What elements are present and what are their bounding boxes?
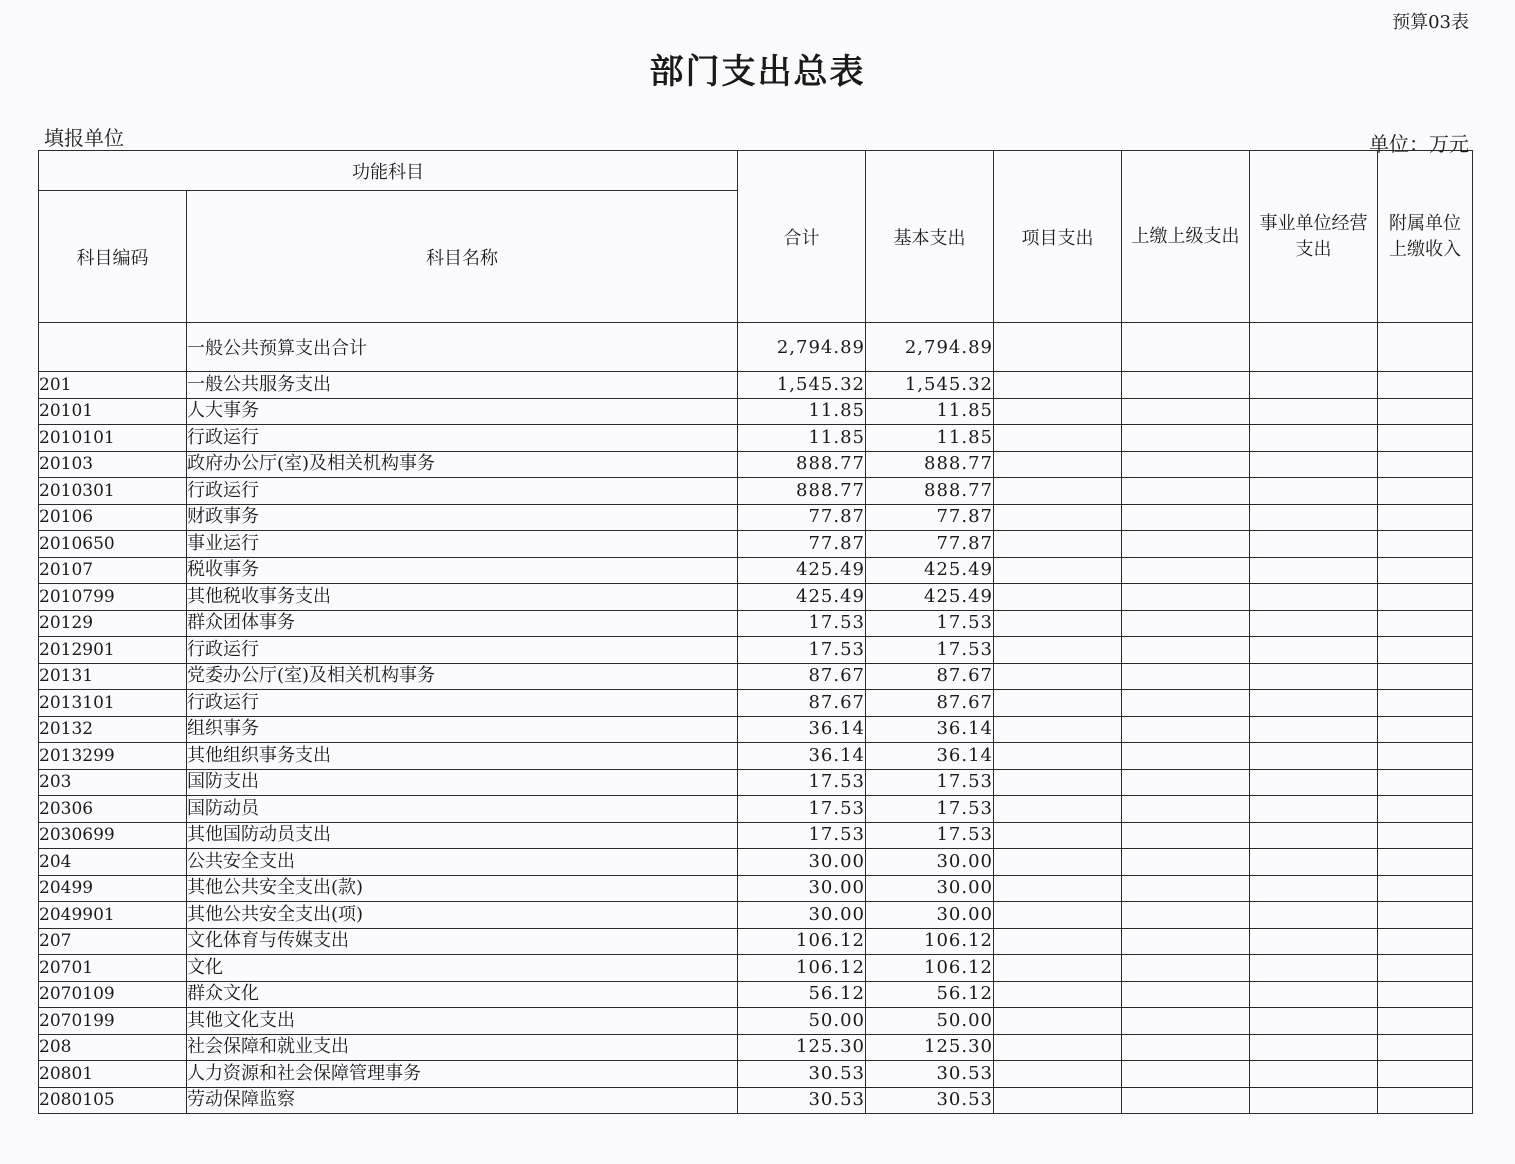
subject-name-cell: 其他公共安全支出(款): [187, 875, 738, 902]
total-upper-cell: [1122, 323, 1250, 372]
table-row: [39, 584, 1473, 611]
table-row: [39, 1061, 1473, 1088]
upper-level-payment-cell: [1122, 955, 1250, 982]
affiliated-income-cell: [1378, 875, 1473, 902]
table-row: [39, 610, 1473, 637]
subject-code-cell: 20103: [39, 451, 187, 478]
project-expenditure-cell: [994, 531, 1122, 558]
subject-name-cell: 国防支出: [187, 769, 738, 796]
business-operation-cell: [1250, 769, 1378, 796]
basic-expenditure-cell: 30.00: [866, 902, 994, 929]
table-row: [39, 902, 1473, 929]
subject-name-cell: 党委办公厅(室)及相关机构事务: [187, 663, 738, 690]
total-row: [39, 323, 1473, 372]
table-row: [39, 690, 1473, 717]
business-operation-cell: [1250, 637, 1378, 664]
upper-level-payment-cell: [1122, 822, 1250, 849]
affiliated-income-cell: [1378, 849, 1473, 876]
subject-code-cell: 207: [39, 928, 187, 955]
affiliated-income-cell: [1378, 610, 1473, 637]
affiliated-income-cell: [1378, 743, 1473, 770]
total-cell: 30.53: [738, 1087, 866, 1114]
project-expenditure-cell: [994, 478, 1122, 505]
basic-expenditure-cell: 888.77: [866, 478, 994, 505]
business-operation-cell: [1250, 663, 1378, 690]
upper-level-payment-cell: [1122, 716, 1250, 743]
table-row: [39, 663, 1473, 690]
project-expenditure-cell: [994, 875, 1122, 902]
basic-expenditure-cell: 425.49: [866, 557, 994, 584]
table-row: [39, 716, 1473, 743]
subject-name-cell: 劳动保障监察: [187, 1087, 738, 1114]
upper-level-payment-cell: [1122, 769, 1250, 796]
upper-level-payment-cell: [1122, 981, 1250, 1008]
business-operation-cell: [1250, 1087, 1378, 1114]
upper-level-payment-cell: [1122, 1034, 1250, 1061]
table-row: [39, 372, 1473, 399]
total-cell: 77.87: [738, 531, 866, 558]
upper-level-payment-cell: [1122, 1061, 1250, 1088]
total-cell: 888.77: [738, 478, 866, 505]
project-expenditure-cell: [994, 928, 1122, 955]
business-operation-cell: [1250, 822, 1378, 849]
total-cell: 56.12: [738, 981, 866, 1008]
affiliated-income-cell: [1378, 1087, 1473, 1114]
subject-code-cell: 201: [39, 372, 187, 399]
table-row: [39, 1087, 1473, 1114]
basic-expenditure-cell: 11.85: [866, 425, 994, 452]
table-row: [39, 637, 1473, 664]
affiliated-income-cell: [1378, 690, 1473, 717]
subject-name-cell: 其他国防动员支出: [187, 822, 738, 849]
basic-expenditure-cell: 77.87: [866, 504, 994, 531]
total-cell: 17.53: [738, 822, 866, 849]
total-amount-cell: 2,794.89: [738, 323, 866, 372]
subject-code-cell: 203: [39, 769, 187, 796]
table-row: [39, 504, 1473, 531]
basic-expenditure-cell: 30.00: [866, 849, 994, 876]
business-operation-cell: [1250, 451, 1378, 478]
total-cell: 36.14: [738, 743, 866, 770]
header-subject-code: 科目编码: [39, 191, 187, 323]
affiliated-income-cell: [1378, 398, 1473, 425]
subject-name-cell: 一般公共服务支出: [187, 372, 738, 399]
total-cell: 106.12: [738, 928, 866, 955]
subject-name-cell: 财政事务: [187, 504, 738, 531]
subject-code-cell: 20306: [39, 796, 187, 823]
subject-code-cell: 20131: [39, 663, 187, 690]
total-cell: 17.53: [738, 610, 866, 637]
basic-expenditure-cell: 87.67: [866, 690, 994, 717]
subject-code-cell: 2070109: [39, 981, 187, 1008]
subject-code-cell: 20701: [39, 955, 187, 982]
subject-name-cell: 群众文化: [187, 981, 738, 1008]
upper-level-payment-cell: [1122, 451, 1250, 478]
basic-expenditure-cell: 36.14: [866, 743, 994, 770]
subject-name-cell: 行政运行: [187, 690, 738, 717]
subject-code-cell: 20132: [39, 716, 187, 743]
upper-level-payment-cell: [1122, 875, 1250, 902]
project-expenditure-cell: [994, 504, 1122, 531]
subject-code-cell: 2010101: [39, 425, 187, 452]
upper-level-payment-cell: [1122, 504, 1250, 531]
basic-expenditure-cell: 17.53: [866, 610, 994, 637]
header-function-subject: 功能科目: [39, 151, 738, 191]
business-operation-cell: [1250, 849, 1378, 876]
header-upper-level-payment: 上缴上级支出: [1122, 151, 1250, 323]
header-basic-expenditure: 基本支出: [866, 151, 994, 323]
total-cell: 17.53: [738, 637, 866, 664]
project-expenditure-cell: [994, 1034, 1122, 1061]
upper-level-payment-cell: [1122, 372, 1250, 399]
business-operation-cell: [1250, 1034, 1378, 1061]
basic-expenditure-cell: 30.00: [866, 875, 994, 902]
project-expenditure-cell: [994, 716, 1122, 743]
subject-code-cell: 20106: [39, 504, 187, 531]
business-operation-cell: [1250, 398, 1378, 425]
subject-code-cell: 204: [39, 849, 187, 876]
project-expenditure-cell: [994, 796, 1122, 823]
affiliated-income-cell: [1378, 981, 1473, 1008]
basic-expenditure-cell: 17.53: [866, 637, 994, 664]
subject-name-cell: 行政运行: [187, 425, 738, 452]
total-cell: 425.49: [738, 584, 866, 611]
total-cell: 11.85: [738, 398, 866, 425]
upper-level-payment-cell: [1122, 928, 1250, 955]
total-cell: 125.30: [738, 1034, 866, 1061]
basic-expenditure-cell: 17.53: [866, 796, 994, 823]
table-row: [39, 796, 1473, 823]
affiliated-income-cell: [1378, 1034, 1473, 1061]
subject-name-cell: 人力资源和社会保障管理事务: [187, 1061, 738, 1088]
table-row: [39, 398, 1473, 425]
affiliated-income-cell: [1378, 478, 1473, 505]
subject-code-cell: 208: [39, 1034, 187, 1061]
subject-code-cell: 20129: [39, 610, 187, 637]
upper-level-payment-cell: [1122, 849, 1250, 876]
upper-level-payment-cell: [1122, 743, 1250, 770]
currency-unit-label: 单位：万元: [1369, 132, 1469, 156]
upper-level-payment-cell: [1122, 610, 1250, 637]
subject-code-cell: 2010301: [39, 478, 187, 505]
business-operation-cell: [1250, 716, 1378, 743]
header-affiliated-income: 附属单位上缴收入: [1378, 151, 1473, 323]
subject-code-cell: 2013101: [39, 690, 187, 717]
affiliated-income-cell: [1378, 531, 1473, 558]
business-operation-cell: [1250, 875, 1378, 902]
affiliated-income-cell: [1378, 716, 1473, 743]
total-cell: 36.14: [738, 716, 866, 743]
upper-level-payment-cell: [1122, 902, 1250, 929]
business-operation-cell: [1250, 372, 1378, 399]
business-operation-cell: [1250, 425, 1378, 452]
total-cell: 77.87: [738, 504, 866, 531]
expenditure-table: [38, 150, 1473, 1114]
business-operation-cell: [1250, 928, 1378, 955]
subject-code-cell: 20107: [39, 557, 187, 584]
business-operation-cell: [1250, 743, 1378, 770]
project-expenditure-cell: [994, 981, 1122, 1008]
affiliated-income-cell: [1378, 822, 1473, 849]
project-expenditure-cell: [994, 743, 1122, 770]
affiliated-income-cell: [1378, 928, 1473, 955]
subject-name-cell: 文化: [187, 955, 738, 982]
basic-expenditure-cell: 425.49: [866, 584, 994, 611]
project-expenditure-cell: [994, 372, 1122, 399]
subject-code-cell: 2049901: [39, 902, 187, 929]
table-row: [39, 822, 1473, 849]
basic-expenditure-cell: 36.14: [866, 716, 994, 743]
total-cell: 87.67: [738, 663, 866, 690]
basic-expenditure-cell: 77.87: [866, 531, 994, 558]
header-project-expenditure: 项目支出: [994, 151, 1122, 323]
subject-name-cell: 行政运行: [187, 478, 738, 505]
project-expenditure-cell: [994, 902, 1122, 929]
subject-code-cell: 2010799: [39, 584, 187, 611]
total-cell: 888.77: [738, 451, 866, 478]
project-expenditure-cell: [994, 1008, 1122, 1035]
subject-name-cell: 组织事务: [187, 716, 738, 743]
subject-name-cell: 公共安全支出: [187, 849, 738, 876]
total-business-cell: [1250, 323, 1378, 372]
subject-code-cell: 20499: [39, 875, 187, 902]
basic-expenditure-cell: 50.00: [866, 1008, 994, 1035]
basic-expenditure-cell: 106.12: [866, 928, 994, 955]
affiliated-income-cell: [1378, 1008, 1473, 1035]
reporting-unit-label: 填报单位: [44, 126, 124, 150]
upper-level-payment-cell: [1122, 531, 1250, 558]
total-code-cell: [39, 323, 187, 372]
subject-code-cell: 2030699: [39, 822, 187, 849]
table-row: [39, 743, 1473, 770]
business-operation-cell: [1250, 690, 1378, 717]
total-project-cell: [994, 323, 1122, 372]
project-expenditure-cell: [994, 849, 1122, 876]
page-title: 部门支出总表: [649, 52, 866, 92]
subject-code-cell: 2010650: [39, 531, 187, 558]
subject-code-cell: 20101: [39, 398, 187, 425]
basic-expenditure-cell: 11.85: [866, 398, 994, 425]
subject-code-cell: 20801: [39, 1061, 187, 1088]
business-operation-cell: [1250, 981, 1378, 1008]
affiliated-income-cell: [1378, 557, 1473, 584]
subject-name-cell: 人大事务: [187, 398, 738, 425]
table-row: [39, 1008, 1473, 1035]
affiliated-income-cell: [1378, 504, 1473, 531]
total-basic-cell: 2,794.89: [866, 323, 994, 372]
upper-level-payment-cell: [1122, 663, 1250, 690]
basic-expenditure-cell: 30.53: [866, 1061, 994, 1088]
subject-name-cell: 行政运行: [187, 637, 738, 664]
table-row: [39, 451, 1473, 478]
subject-code-cell: 2070199: [39, 1008, 187, 1035]
total-cell: 30.00: [738, 849, 866, 876]
affiliated-income-cell: [1378, 955, 1473, 982]
table-row: [39, 531, 1473, 558]
business-operation-cell: [1250, 584, 1378, 611]
business-operation-cell: [1250, 531, 1378, 558]
affiliated-income-cell: [1378, 451, 1473, 478]
subject-code-cell: 2080105: [39, 1087, 187, 1114]
project-expenditure-cell: [994, 1061, 1122, 1088]
subject-name-cell: 群众团体事务: [187, 610, 738, 637]
subject-name-cell: 其他文化支出: [187, 1008, 738, 1035]
table-row: [39, 769, 1473, 796]
table-row: [39, 875, 1473, 902]
basic-expenditure-cell: 17.53: [866, 822, 994, 849]
business-operation-cell: [1250, 1061, 1378, 1088]
table-row: [39, 849, 1473, 876]
upper-level-payment-cell: [1122, 637, 1250, 664]
affiliated-income-cell: [1378, 637, 1473, 664]
total-cell: 106.12: [738, 955, 866, 982]
subject-name-cell: 文化体育与传媒支出: [187, 928, 738, 955]
subject-name-cell: 其他公共安全支出(项): [187, 902, 738, 929]
upper-level-payment-cell: [1122, 398, 1250, 425]
header-business-operation: 事业单位经营支出: [1250, 151, 1378, 323]
total-affiliated-cell: [1378, 323, 1473, 372]
project-expenditure-cell: [994, 637, 1122, 664]
affiliated-income-cell: [1378, 769, 1473, 796]
total-cell: 50.00: [738, 1008, 866, 1035]
affiliated-income-cell: [1378, 1061, 1473, 1088]
basic-expenditure-cell: 30.53: [866, 1087, 994, 1114]
total-cell: 17.53: [738, 796, 866, 823]
project-expenditure-cell: [994, 769, 1122, 796]
upper-level-payment-cell: [1122, 478, 1250, 505]
affiliated-income-cell: [1378, 584, 1473, 611]
table-row: [39, 478, 1473, 505]
project-expenditure-cell: [994, 557, 1122, 584]
table-row: [39, 557, 1473, 584]
project-expenditure-cell: [994, 690, 1122, 717]
project-expenditure-cell: [994, 584, 1122, 611]
business-operation-cell: [1250, 955, 1378, 982]
basic-expenditure-cell: 106.12: [866, 955, 994, 982]
project-expenditure-cell: [994, 398, 1122, 425]
subject-name-cell: 其他组织事务支出: [187, 743, 738, 770]
business-operation-cell: [1250, 1008, 1378, 1035]
form-number: 预算03表: [1392, 12, 1469, 33]
business-operation-cell: [1250, 478, 1378, 505]
subject-name-cell: 事业运行: [187, 531, 738, 558]
total-cell: 11.85: [738, 425, 866, 452]
upper-level-payment-cell: [1122, 425, 1250, 452]
table-row: [39, 981, 1473, 1008]
basic-expenditure-cell: 17.53: [866, 769, 994, 796]
project-expenditure-cell: [994, 610, 1122, 637]
header-total: 合计: [738, 151, 866, 323]
business-operation-cell: [1250, 902, 1378, 929]
subject-name-cell: 国防动员: [187, 796, 738, 823]
table-row: [39, 928, 1473, 955]
project-expenditure-cell: [994, 425, 1122, 452]
project-expenditure-cell: [994, 451, 1122, 478]
header-subject-name: 科目名称: [187, 191, 738, 323]
subject-code-cell: 2013299: [39, 743, 187, 770]
business-operation-cell: [1250, 796, 1378, 823]
total-cell: 17.53: [738, 769, 866, 796]
project-expenditure-cell: [994, 663, 1122, 690]
total-name-cell: 一般公共预算支出合计: [187, 323, 738, 372]
table-row: [39, 425, 1473, 452]
project-expenditure-cell: [994, 1087, 1122, 1114]
business-operation-cell: [1250, 504, 1378, 531]
upper-level-payment-cell: [1122, 796, 1250, 823]
total-cell: 87.67: [738, 690, 866, 717]
basic-expenditure-cell: 888.77: [866, 451, 994, 478]
total-cell: 425.49: [738, 557, 866, 584]
affiliated-income-cell: [1378, 796, 1473, 823]
total-cell: 30.53: [738, 1061, 866, 1088]
affiliated-income-cell: [1378, 902, 1473, 929]
project-expenditure-cell: [994, 955, 1122, 982]
basic-expenditure-cell: 1,545.32: [866, 372, 994, 399]
basic-expenditure-cell: 125.30: [866, 1034, 994, 1061]
basic-expenditure-cell: 87.67: [866, 663, 994, 690]
business-operation-cell: [1250, 557, 1378, 584]
total-cell: 1,545.32: [738, 372, 866, 399]
subject-code-cell: 2012901: [39, 637, 187, 664]
project-expenditure-cell: [994, 822, 1122, 849]
subject-name-cell: 政府办公厅(室)及相关机构事务: [187, 451, 738, 478]
upper-level-payment-cell: [1122, 1087, 1250, 1114]
business-operation-cell: [1250, 610, 1378, 637]
upper-level-payment-cell: [1122, 690, 1250, 717]
subject-name-cell: 社会保障和就业支出: [187, 1034, 738, 1061]
affiliated-income-cell: [1378, 663, 1473, 690]
affiliated-income-cell: [1378, 425, 1473, 452]
subject-name-cell: 税收事务: [187, 557, 738, 584]
total-cell: 30.00: [738, 902, 866, 929]
affiliated-income-cell: [1378, 372, 1473, 399]
upper-level-payment-cell: [1122, 557, 1250, 584]
table-row: [39, 1034, 1473, 1061]
table-row: [39, 955, 1473, 982]
upper-level-payment-cell: [1122, 584, 1250, 611]
upper-level-payment-cell: [1122, 1008, 1250, 1035]
subject-name-cell: 其他税收事务支出: [187, 584, 738, 611]
total-cell: 30.00: [738, 875, 866, 902]
basic-expenditure-cell: 56.12: [866, 981, 994, 1008]
